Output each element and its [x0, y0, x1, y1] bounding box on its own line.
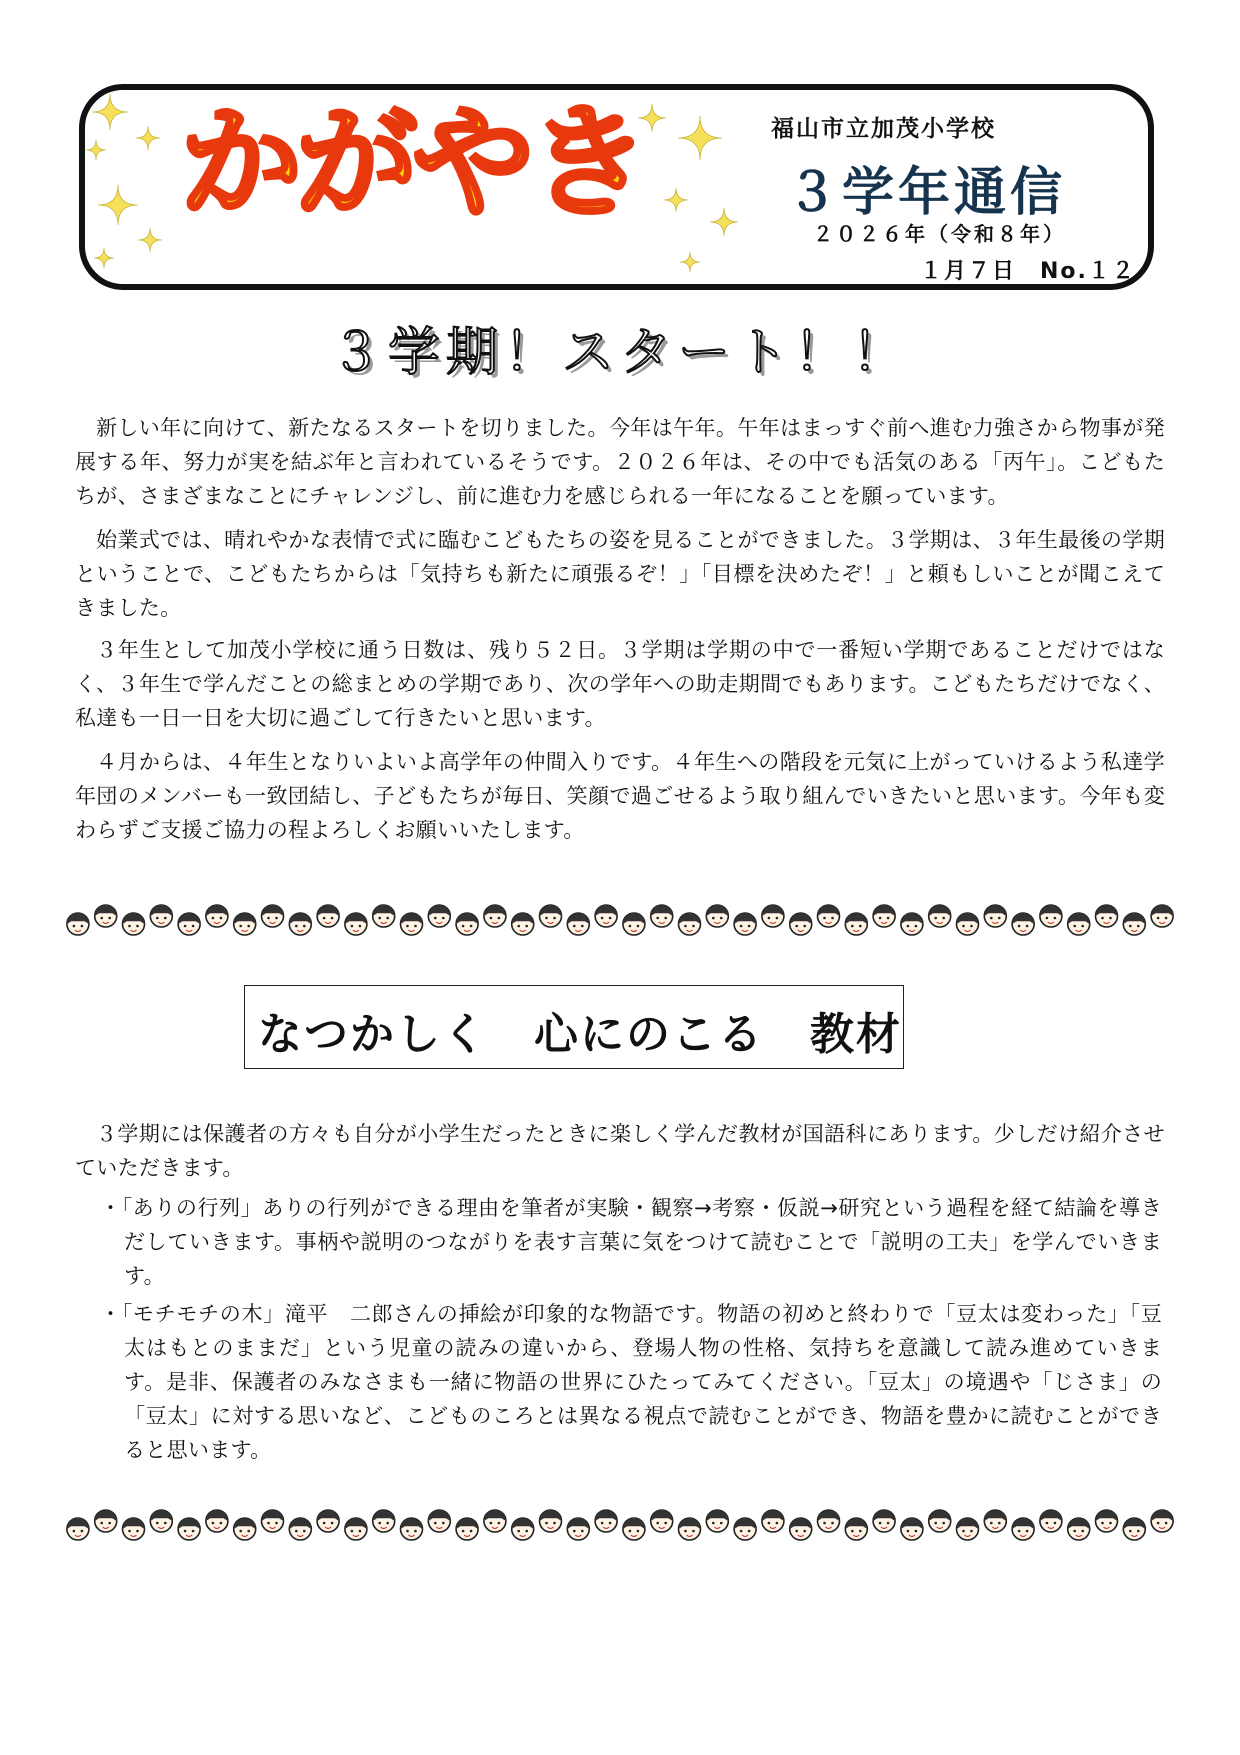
child-face-icon	[234, 913, 256, 935]
child-face-icon	[651, 1510, 673, 1532]
child-face-icon	[1068, 913, 1090, 935]
child-face-icon	[873, 905, 895, 927]
child-face-icon	[206, 1510, 228, 1532]
child-face-icon	[262, 905, 284, 927]
child-face-icon	[1068, 1518, 1090, 1540]
child-face-icon	[734, 913, 756, 935]
child-face-icon	[178, 1518, 200, 1540]
child-face-icon	[373, 905, 395, 927]
sparkle-icon	[138, 228, 162, 252]
child-face-icon	[623, 913, 645, 935]
child-face-icon	[317, 905, 339, 927]
intro-paragraph: ３年生として加茂小学校に通う日数は、残り５２日。３学期は学期の中で一番短い学期であることだけではなく、３年生で学んだことの総まとめの学期であり、次の学年への助走期間でもあります。こどもたちだけでなく、私達も一日一日を大切に過ごして行きたいと思います。	[75, 638, 1165, 730]
child-face-icon	[95, 1510, 117, 1532]
child-face-icon	[401, 913, 423, 935]
child-face-icon	[818, 905, 840, 927]
child-face-icon	[929, 905, 951, 927]
child-face-icon	[1040, 1510, 1062, 1532]
child-face-icon	[428, 905, 450, 927]
child-face-icon	[456, 1518, 478, 1540]
child-face-icon	[289, 913, 311, 935]
sparkle-icon	[92, 94, 128, 130]
intro-paragraph: 始業式では、晴れやかな表情で式に臨むこどもたちの姿を見ることができました。３学期は、３年生最後の学期ということで、こどもたちからは「気持ちも新たに頑張るぞ！」「目標を決めたぞ！」と頼もしいことが聞こえてきました。	[75, 528, 1165, 620]
child-face-icon	[289, 1518, 311, 1540]
child-face-icon	[95, 905, 117, 927]
textbook-list	[100, 1191, 1162, 1471]
child-face-icon	[595, 1510, 617, 1532]
child-face-icon	[1012, 913, 1034, 935]
child-face-icon	[567, 1518, 589, 1540]
children-faces-border	[64, 898, 1176, 944]
child-face-icon	[317, 1510, 339, 1532]
child-face-icon	[873, 1510, 895, 1532]
child-face-icon	[234, 1518, 256, 1540]
child-face-icon	[901, 913, 923, 935]
child-face-icon	[1096, 1510, 1118, 1532]
child-face-icon	[706, 1510, 728, 1532]
child-face-icon	[762, 905, 784, 927]
child-face-icon	[540, 1510, 562, 1532]
child-face-icon	[623, 1518, 645, 1540]
child-face-icon	[512, 1518, 534, 1540]
child-face-icon	[345, 1518, 367, 1540]
child-face-icon	[456, 913, 478, 935]
issue-date-number: １月７日 No.１２	[920, 259, 1136, 284]
child-face-icon	[790, 913, 812, 935]
child-face-icon	[540, 905, 562, 927]
child-face-icon	[1012, 1518, 1034, 1540]
child-face-icon	[984, 905, 1006, 927]
child-face-icon	[484, 905, 506, 927]
list-item: ・「ありの行列」ありの行列ができる理由を筆者が実験・観察→考察・仮説→研究という過程を経て結論を導きだしていきます。事柄や説明のつながりを表す言葉に気をつけて読むことで「説明の工夫」を学んでいきます。	[100, 1196, 1162, 1288]
child-face-icon	[123, 1518, 145, 1540]
child-face-icon	[373, 1510, 395, 1532]
sparkle-icon	[680, 252, 700, 272]
issue-year: ２０２６年（令和８年）	[813, 222, 1066, 246]
child-face-icon	[1040, 905, 1062, 927]
child-face-icon	[178, 913, 200, 935]
child-face-icon	[734, 1518, 756, 1540]
child-face-icon	[706, 905, 728, 927]
child-face-icon	[567, 913, 589, 935]
child-face-icon	[401, 1518, 423, 1540]
section-title: なつかしく 心にのこる 教材	[258, 1009, 902, 1060]
child-face-icon	[901, 1518, 923, 1540]
child-face-icon	[929, 1510, 951, 1532]
child-face-icon	[150, 1510, 172, 1532]
child-face-icon	[790, 1518, 812, 1540]
child-face-icon	[679, 913, 701, 935]
child-face-icon	[651, 905, 673, 927]
child-face-icon	[984, 1510, 1006, 1532]
sparkle-icon	[710, 208, 738, 236]
headline: ３学期！スタート！！	[329, 323, 910, 383]
intro-paragraph: ４月からは、４年生となりいよいよ高学年の仲間入りです。４年生への階段を元気に上がっていけるよう私達学年団のメンバーも一致団結し、子どもたちが毎日、笑顔で過ごせるよう取り組んでいきたいと思います。今年も変わらずご支援ご協力の程よろしくお願いいたします。	[75, 750, 1165, 842]
newsletter-title: ３学年通信	[786, 163, 1067, 223]
child-face-icon	[67, 1518, 89, 1540]
child-face-icon	[679, 1518, 701, 1540]
child-face-icon	[512, 913, 534, 935]
sparkle-icon	[98, 185, 138, 225]
newsletter-logo: かがやき	[180, 92, 644, 234]
child-face-icon	[1151, 1510, 1173, 1532]
child-face-icon	[484, 1510, 506, 1532]
list-item: ・「モチモチの木」滝平 二郎さんの挿絵が印象的な物語です。物語の初めと終わりで「豆太は変わった」「豆太はもとのままだ」という児童の読みの違いから、登場人物の性格、気持ちを意識して読み進めていきます。是非、保護者のみなさまも一緒に物語の世界にひたってみてください。「豆太」の境遇や「じさま」の「豆太」に対する思いなど、こどものころとは異なる視点で読むことができ、物語を豊かに読むことができると思います。	[100, 1302, 1162, 1462]
sparkle-icon	[136, 126, 160, 150]
child-face-icon	[67, 913, 89, 935]
child-face-icon	[1123, 913, 1145, 935]
child-face-icon	[1096, 905, 1118, 927]
child-face-icon	[150, 905, 172, 927]
sparkle-icon	[94, 248, 114, 268]
intro-paragraph: 新しい年に向けて、新たなるスタートを切りました。今年は午年。午年はまっすぐ前へ進む力強さから物事が発展する年、努力が実を結ぶ年と言われているそうです。２０２６年は、その中でも活気のある「丙午」。こどもたちが、さまざまなことにチャレンジし、前に進む力を感じられる一年になることを願っています。	[75, 416, 1165, 508]
child-face-icon	[845, 1518, 867, 1540]
child-face-icon	[1151, 905, 1173, 927]
child-face-icon	[345, 913, 367, 935]
child-face-icon	[595, 905, 617, 927]
child-face-icon	[818, 1510, 840, 1532]
school-name: 福山市立加茂小学校	[771, 116, 996, 142]
child-face-icon	[957, 1518, 979, 1540]
sparkle-icon	[664, 188, 688, 212]
child-face-icon	[957, 913, 979, 935]
child-face-icon	[1123, 1518, 1145, 1540]
child-face-icon	[206, 905, 228, 927]
sparkle-icon	[86, 140, 106, 160]
child-face-icon	[262, 1510, 284, 1532]
child-face-icon	[123, 913, 145, 935]
child-face-icon	[428, 1510, 450, 1532]
children-faces-border	[64, 1503, 1176, 1549]
section-intro: ３学期には保護者の方々も自分が小学生だったときに楽しく学んだ教材が国語科にあります。少しだけ紹介させていただきます。	[75, 1122, 1165, 1180]
child-face-icon	[762, 1510, 784, 1532]
sparkle-icon	[678, 116, 722, 160]
child-face-icon	[845, 913, 867, 935]
